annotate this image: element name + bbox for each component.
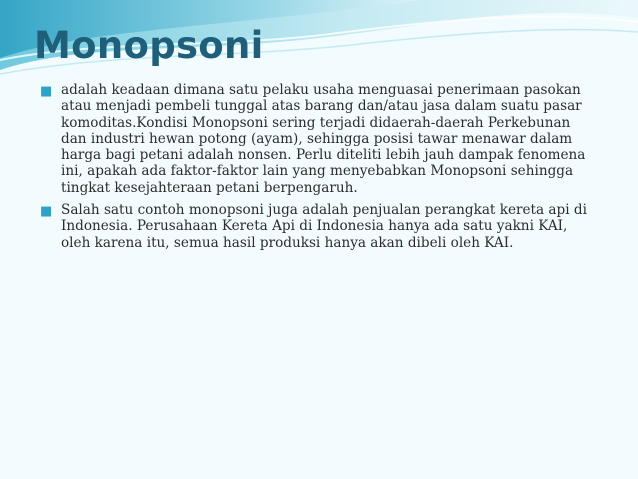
bullet-icon: ■	[40, 84, 53, 99]
bullet-item	[40, 202, 600, 251]
bullet-text: Salah satu contoh monopsoni juga adalah penjualan perangkat kereta api di Indonesia. Perusahaan Kereta Api di Indonesia hanya ada satu yakni KAI, oleh karena itu, semua hasil produksi hanya akan dibeli oleh KAI.	[61, 202, 587, 251]
slide-title: Monopsoni	[34, 24, 264, 67]
bullet-item	[40, 82, 600, 196]
bullet-text: adalah keadaan dimana satu pelaku usaha menguasai penerimaan pasokan atau menjadi pembeli tunggal atas barang dan/atau jasa dalam suatu pasar komoditas.Kondisi Monopsoni sering terjadi didaerah-daerah Perkebunan dan industri hewan potong (ayam), sehingga posisi tawar menawar dalam harga bagi petani adalah nonsen. Perlu diteliti lebih jauh dampak fenomena ini, apakah ada faktor-faktor lain yang menyebabkan Monopsoni sehingga tingkat kesejahteraan petani berpengaruh.	[61, 82, 586, 196]
bullet-list	[40, 82, 600, 257]
bullet-icon: ■	[40, 204, 53, 220]
